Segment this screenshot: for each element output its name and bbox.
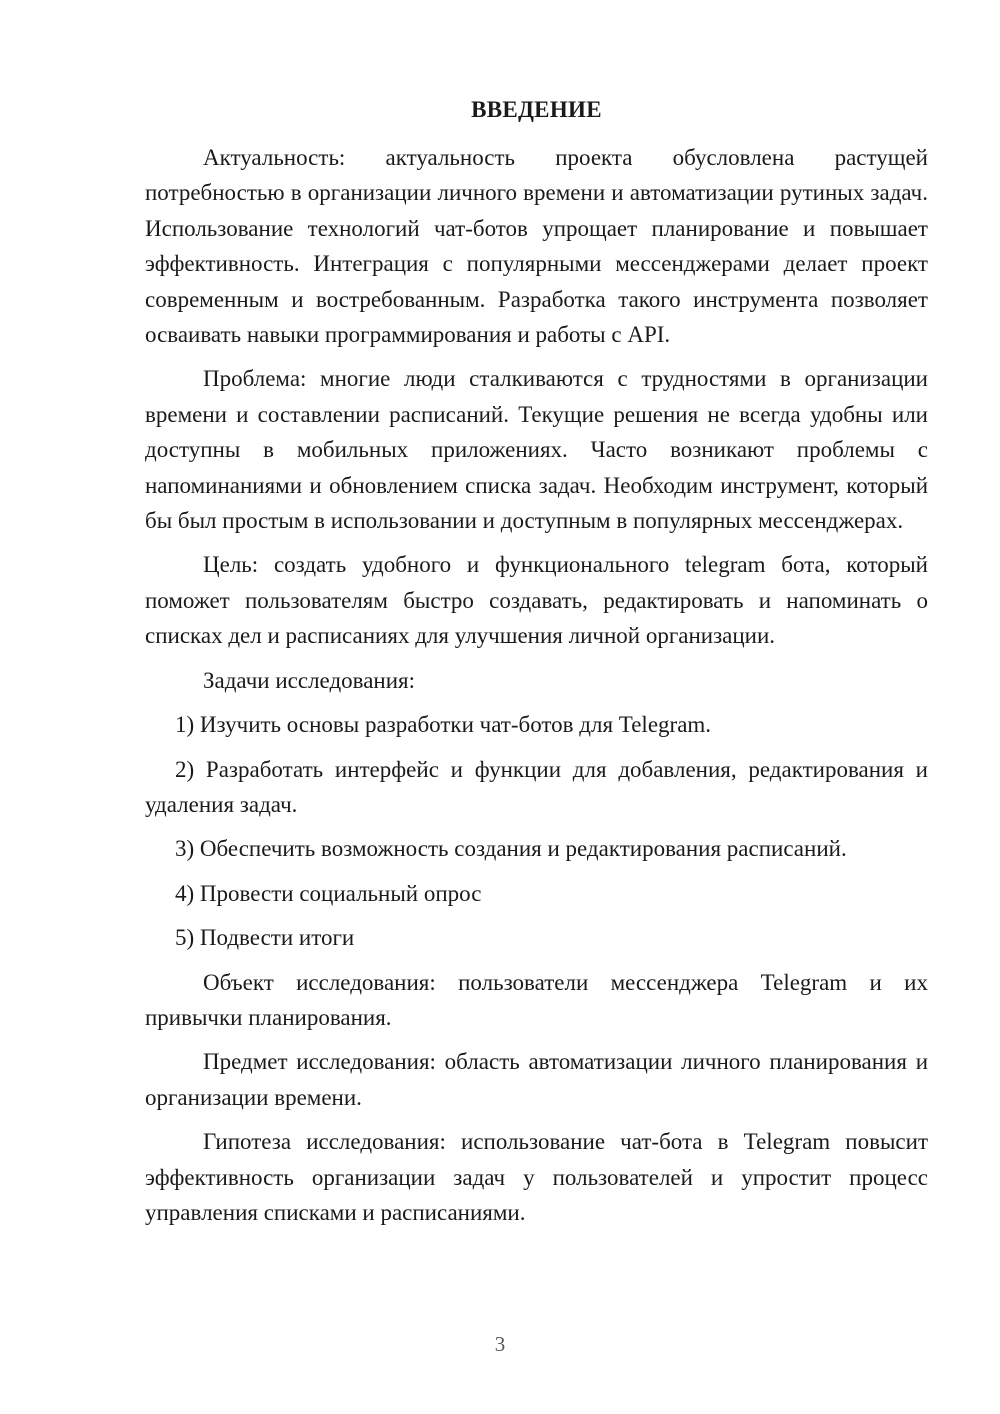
relevance-paragraph: Актуальность: актуальность проекта обусловлена растущей потребностью в организации личного времени и автоматизации рутиных задач. Использование технологий чат-ботов упрощает планирование и повышает эффективность. Интеграция с популярными мессенджерами делает проект современным и востребованным. Разработка такого инструмента позволяет осваивать навыки программирования и работы с API. [145,145,928,348]
document-page [145,94,928,1239]
subject-paragraph: Предмет исследования: область автоматизации личного планирования и организации времени. [145,1049,928,1110]
tasks-title: Задачи исследования: [203,667,416,693]
task-item-4: 4) Провести социальный опрос [175,880,482,906]
page-number: 3 [494,1332,506,1356]
task-item-1: 1) Изучить основы разработки чат-ботов для Telegram. [175,712,712,738]
problem-paragraph: Проблема: многие люди сталкиваются с трудностями в организации времени и составлении расписаний. Текущие решения не всегда удобны или доступны в мобильных приложениях. Часто возникают проблемы с напоминаниями и обновлением списка задач. Необходим инструмент, который бы был простым в использовании и доступным в популярных мессенджерах. [145,366,928,534]
hypothesis-paragraph: Гипотеза исследования: использование чат-бота в Telegram повысит эффективность организации задач у пользователей и упростит процесс управления списками и расписаниями. [145,1129,928,1225]
object-paragraph: Объект исследования: пользователи мессенджера Telegram и их привычки планирования. [145,969,928,1030]
task-item-3: 3) Обеспечить возможность создания и редактирования расписаний. [175,836,847,862]
task-item-5: 5) Подвести итоги [175,925,355,951]
goal-paragraph: Цель: создать удобного и функционального telegram бота, который поможет пользователям быстро создавать, редактировать и напоминать о списках дел и расписаниях для улучшения личной организации. [145,552,928,649]
page-title: ВВЕДЕНИЕ [471,97,602,122]
task-item-2: 2) Разработать интерфейс и функции для добавления, редактирования и удаления задач. [145,756,928,817]
